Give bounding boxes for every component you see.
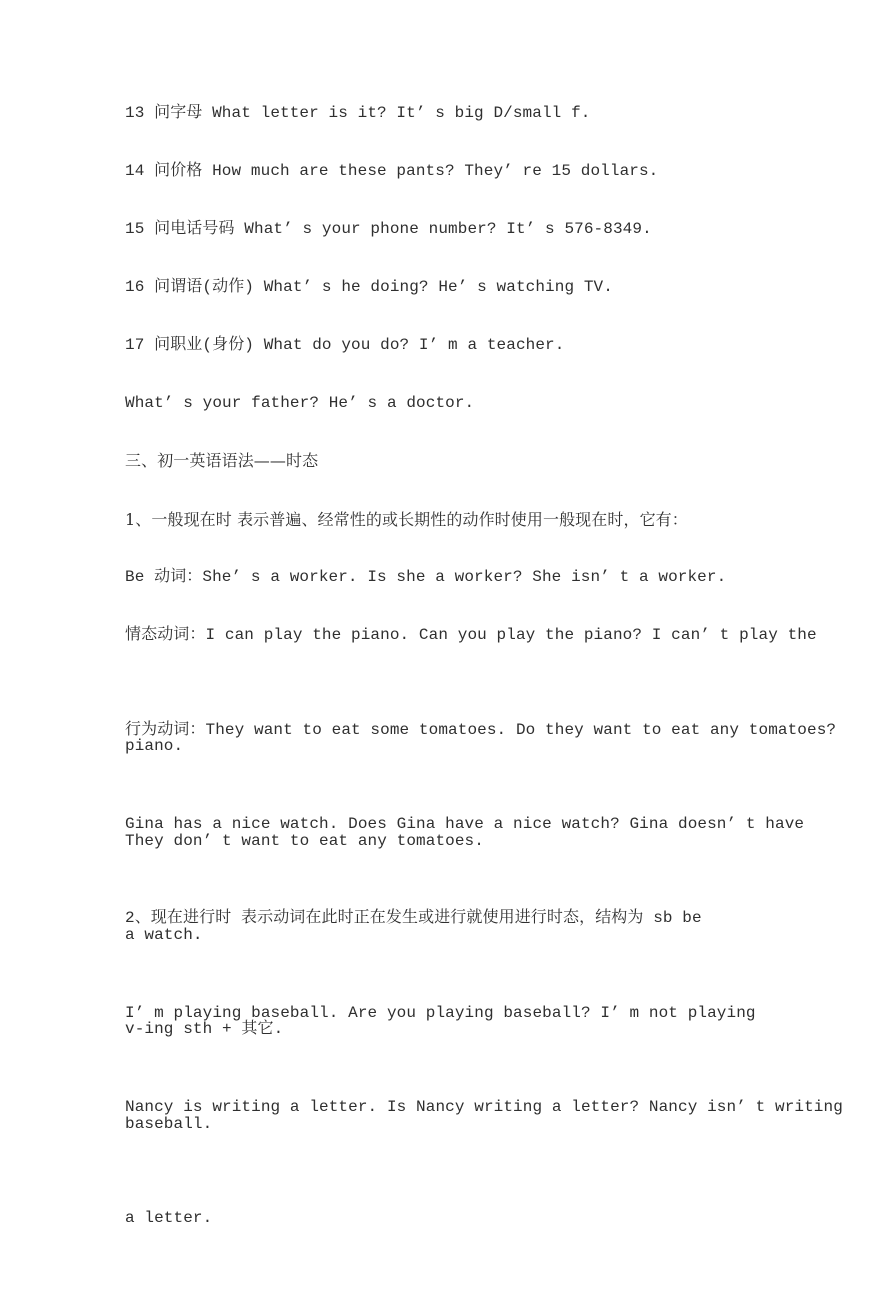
- text-line: 行为动词：They want to eat some tomatoes. Do they want to eat any tomatoes?: [125, 721, 837, 739]
- paragraph-nancy-example: [125, 1015, 843, 1311]
- text-line: 17 问职业(身份) What do you do? I’ m a teacher.: [125, 336, 565, 354]
- text-line: piano.: [125, 737, 184, 755]
- text-line: What’ s your father? He’ s a doctor.: [125, 394, 475, 412]
- text-line: v-ing sth + 其它.: [125, 1020, 284, 1038]
- heading-text: 三、初一英语语法——时态: [125, 451, 319, 470]
- text-line: They don’ t want to eat any tomatoes.: [125, 832, 484, 850]
- text-line: 1、一般现在时 表示普遍、经常性的或长期性的动作时使用一般现在时，它有：: [125, 510, 688, 529]
- text-line: baseball.: [125, 1115, 213, 1133]
- text-line: 14 问价格 How much are these pants? They’ re 15 dollars.: [125, 162, 659, 180]
- text-line: a letter.: [125, 1209, 213, 1227]
- text-line: 13 问字母 What letter is it? It’ s big D/small f.: [125, 104, 591, 122]
- text-line: 16 问谓语(动作) What’ s he doing? He’ s watching TV.: [125, 278, 613, 296]
- text-line: a watch.: [125, 926, 203, 944]
- text-line: 情态动词：I can play the piano. Can you play the piano? I can’ t play the: [125, 626, 817, 644]
- text-line: 15 问电话号码 What’ s your phone number? It’ s 576-8349.: [125, 220, 652, 238]
- text-line: Be 动词：She’ s a worker. Is she a worker? She isn’ t a worker.: [125, 568, 727, 586]
- text-line: I’ m playing baseball. Are you playing baseball? I’ m not playing: [125, 1004, 756, 1022]
- text-line: 2、现在进行时 表示动词在此时正在发生或进行就使用进行时态，结构为 sb be: [125, 909, 702, 927]
- text-line: Nancy is writing a letter. Is Nancy writing a letter? Nancy isn’ t writing: [125, 1098, 843, 1116]
- text-line: Gina has a nice watch. Does Gina have a nice watch? Gina doesn’ t have: [125, 815, 805, 833]
